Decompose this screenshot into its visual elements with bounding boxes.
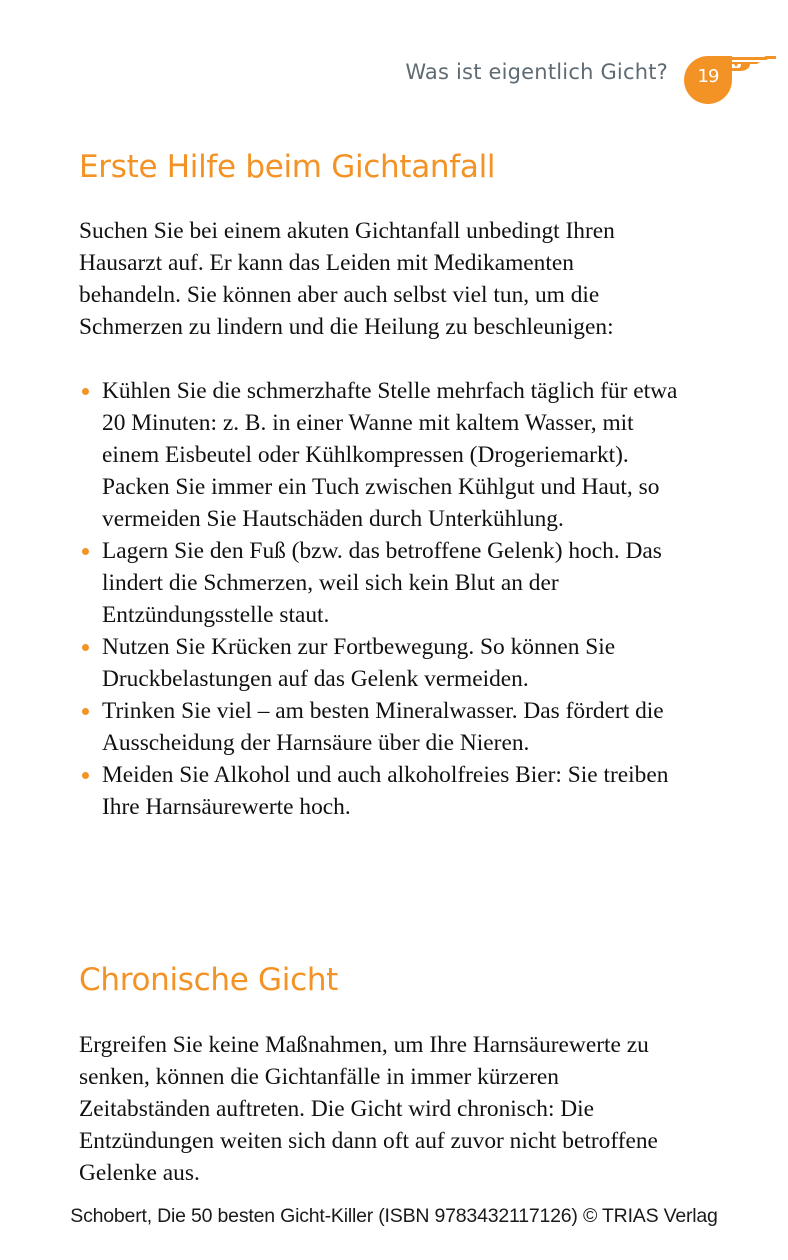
bullet-icon [82, 772, 89, 779]
list-item [79, 631, 679, 695]
list-item [79, 695, 679, 759]
pointing-hand-icon [730, 56, 776, 76]
running-header: Was ist eigentlich Gicht? [405, 60, 668, 84]
chronic-paragraph: Ergreifen Sie keine Maßnahmen, um Ihre Harnsäurewerte zu senken, können die Gichtanfälle in immer kürzeren Zeitabständen auftreten. Die Gicht wird chronisch: Die Entzündungen weiten sich dann oft auf zuvor nicht betroffene Gelenke aus. [79, 1032, 658, 1186]
list-item-text: Trinken Sie viel – am besten Mineralwasser. Das fördert die Ausscheidung der Harnsäure über die Nieren. [102, 698, 664, 756]
intro-paragraph: Suchen Sie bei einem akuten Gichtanfall unbedingt Ihren Hausarzt auf. Er kann das Leiden mit Medikamenten behandeln. Sie können aber auch selbst viel tun, um die Schmerzen zu lindern und die Heilung zu beschleunigen: [79, 218, 615, 340]
page-number-badge [684, 56, 732, 104]
section-heading-first-aid: Erste Hilfe beim Gichtanfall [79, 149, 496, 185]
list-item-text: Kühlen Sie die schmerzhafte Stelle mehrfach täglich für etwa 20 Minuten: z. B. in einer Wanne mit kaltem Wasser, mit einem Eisbeutel oder Kühlkompressen (Drogeriemarkt). Packen Sie immer ein Tuch zwischen Kühlgut und Haut, so vermeiden Sie Hautschäden durch Unterkühlung. [102, 378, 678, 532]
section-heading-chronic-gout: Chronische Gicht [79, 962, 339, 998]
list-item-text: Nutzen Sie Krücken zur Fortbewegung. So können Sie Druckbelastungen auf das Gelenk vermeiden. [102, 634, 616, 692]
citation-footer: Schobert, Die 50 besten Gicht-Killer (ISBN 9783432117126) © TRIAS Verlag [70, 1205, 718, 1227]
bullet-icon [82, 548, 89, 555]
page-number: 19 [697, 66, 719, 87]
list-item [79, 535, 679, 631]
list-item [79, 375, 679, 535]
list-item-text: Meiden Sie Alkohol und auch alkoholfreies Bier: Sie treiben Ihre Harnsäurewerte hoch. [102, 762, 669, 820]
bullet-icon [82, 388, 89, 395]
bullet-icon [82, 708, 89, 715]
bullet-icon [82, 644, 89, 651]
list-item [79, 759, 679, 823]
list-item-text: Lagern Sie den Fuß (bzw. das betroffene Gelenk) hoch. Das lindert die Schmerzen, weil sich kein Blut an der Entzündungsstelle staut. [102, 538, 662, 628]
first-aid-list [79, 375, 679, 823]
